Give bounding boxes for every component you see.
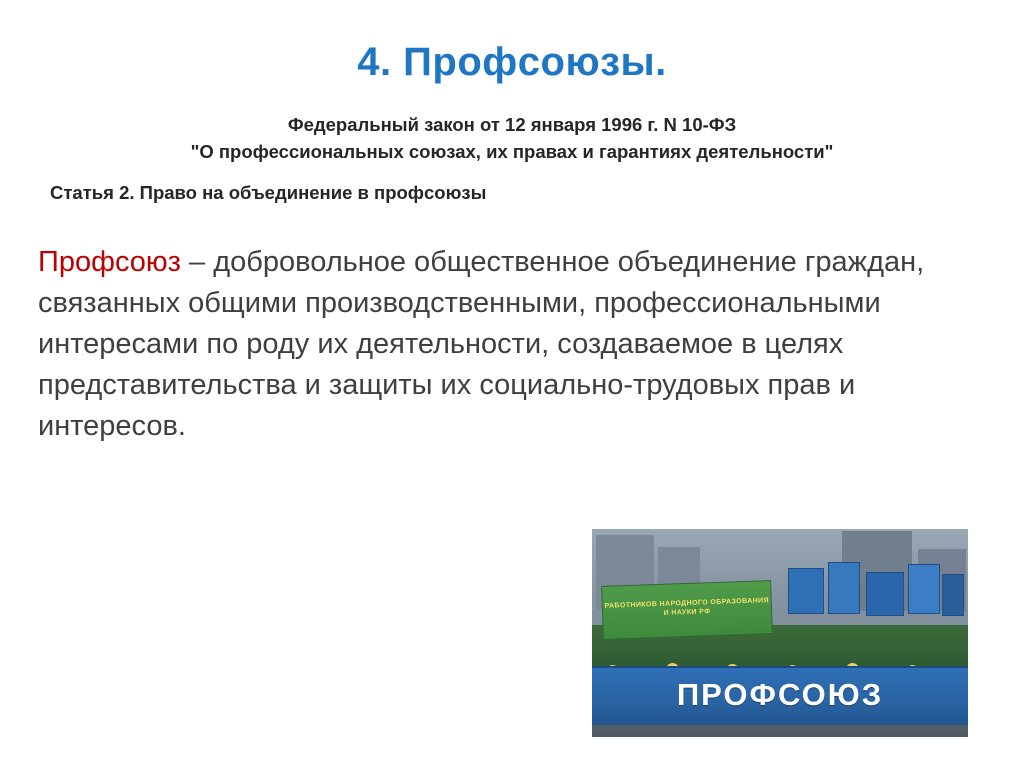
definition-paragraph bbox=[38, 242, 938, 448]
law-title-line-1: Федеральный закон от 12 января 1996 г. N 10-ФЗ bbox=[287, 114, 737, 135]
page-title: 4. Профсоюзы. bbox=[357, 40, 667, 84]
law-title-line-2: "О профессиональных союзах, их правах и гарантиях деятельности" bbox=[190, 140, 834, 162]
photo-green-banner-text: РАБОТНИКОВ НАРОДНОГО ОБРАЗОВАНИЯ И НАУКИ РФ bbox=[604, 597, 770, 617]
definition-text: – добровольное общественное объединение граждан, связанных общими производственными, профессиональными интересами по роду их деятельности, создаваемое в целях представительства и защиты их социально-трудовых прав и интересов. bbox=[38, 245, 925, 443]
photo-trade-union-demonstration bbox=[592, 529, 968, 737]
law-article-line: Статья 2. Право на объединение в профсоюзы bbox=[50, 181, 487, 203]
photo-banner bbox=[592, 666, 968, 724]
photo-banner-text: ПРОФСОЮЗ bbox=[676, 677, 884, 713]
definition-term: Профсоюз bbox=[38, 245, 181, 278]
law-reference-block bbox=[0, 112, 1024, 166]
photo-green-banner bbox=[601, 580, 773, 640]
photo-flags bbox=[782, 558, 962, 678]
